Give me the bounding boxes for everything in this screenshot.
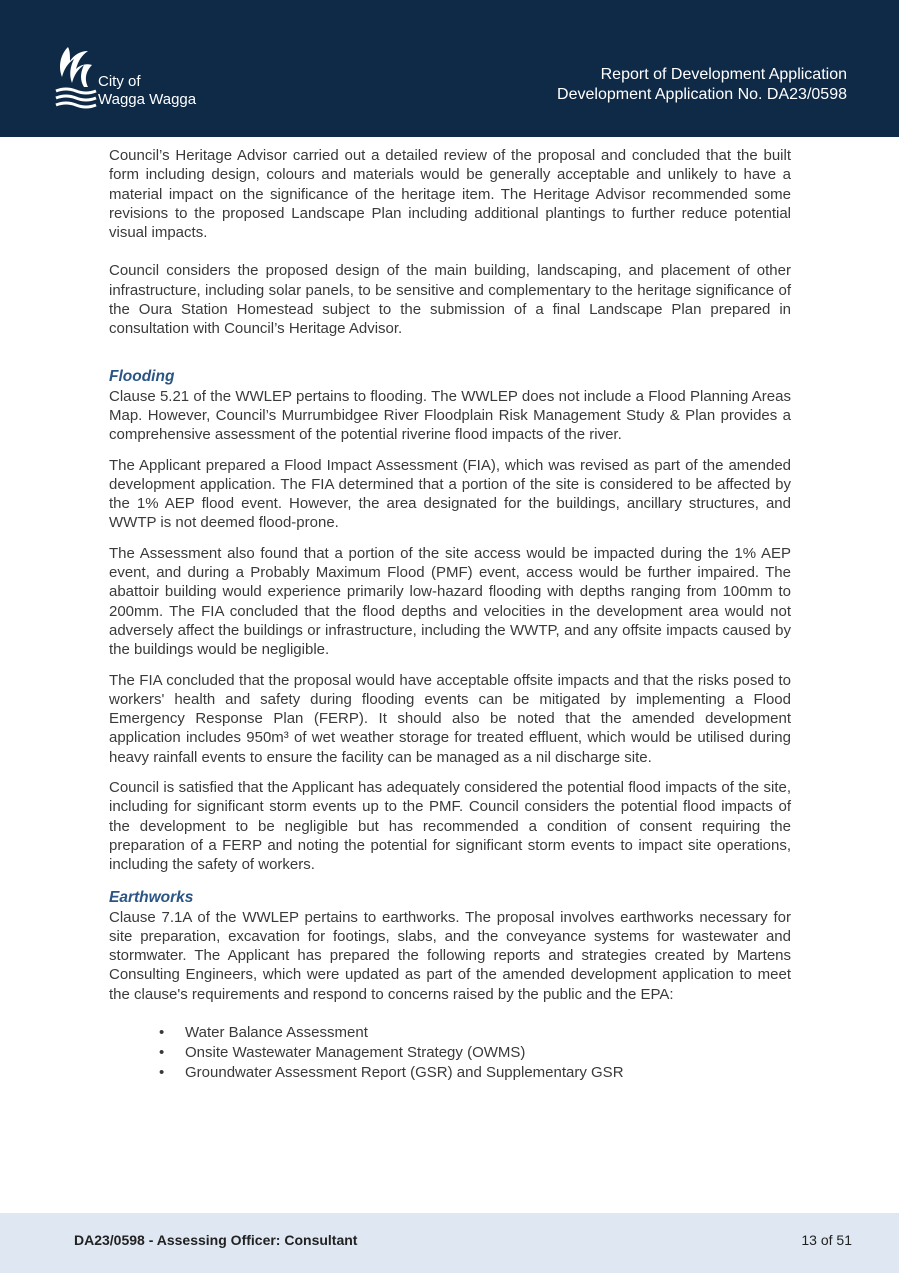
footer-reference: DA23/0598 - Assessing Officer: Consultant — [74, 1232, 358, 1248]
paragraph-heritage-review: Council’s Heritage Advisor carried out a detailed review of the proposal and concluded that the built form including design, colours and materials would be generally acceptable and unlikely to have a material impact on the significance of the heritage item. The Heritage Advisor recommended some revisions to the proposed Landscape Plan including additional plantings to further reduce potential visual impacts. — [109, 147, 791, 242]
reports-list — [109, 1023, 791, 1083]
document-body — [109, 146, 791, 1083]
paragraph-heritage-conclusion: Council considers the proposed design of the main building, landscaping, and placement of other infrastructure, including solar panels, to be sensitive and complementary to the heritage significance of the Oura Station Homestead subject to the submission of a final Landscape Plan prepared in consultation with Council’s Heritage Advisor. — [109, 262, 791, 338]
bullet-icon: • — [159, 1023, 165, 1041]
report-title-line-1: Report of Development Application — [600, 66, 847, 83]
section-heading-earthworks: Earthworks — [109, 888, 194, 906]
section-heading-flooding: Flooding — [109, 367, 175, 385]
page-number: 13 of 51 — [801, 1232, 852, 1248]
page-footer — [0, 1213, 899, 1273]
paragraph-flooding-fia: The Applicant prepared a Flood Impact Assessment (FIA), which was revised as part of the amended development application. The FIA determined that a portion of the site is considered to be affected by the 1% AEP flood event. However, the area designated for the buildings, ancillary structures, and WWTP is not deemed flood-prone. — [109, 456, 791, 532]
paragraph-flooding-assessment: The Assessment also found that a portion of the site access would be impacted during the 1% AEP event, and during a Probably Maximum Flood (PMF) event, access would be further impaired. The abattoir building would experience primarily low-hazard flooding with depths ranging from 100mm to 200mm. The FIA concluded that the flood depths and velocities in the development area would not adversely affect the buildings or infrastructure, including the WWTP, and any offsite impacts caused by the buildings would be negligible. — [109, 544, 791, 659]
wave-bird-icon — [54, 43, 98, 111]
council-logo — [54, 43, 214, 111]
list-item — [109, 1043, 791, 1063]
logo-line-2: Wagga Wagga — [98, 91, 197, 108]
paragraph-flooding-council: Council is satisfied that the Applicant has adequately considered the potential flood impacts of the site, including for significant storm events up to the PMF. Council considers the potential flood impacts of the development to be negligible but has recommended a condition of consent requiring the preparation of a FERP and noting the potential for significant storm events to impact site operations, including the safety of workers. — [109, 779, 791, 874]
paragraph-earthworks-clause: Clause 7.1A of the WWLEP pertains to earthworks. The proposal involves earthworks necessary for site preparation, excavation for footings, slabs, and the conveyance systems for wastewater and stormwater. The Applicant has prepared the following reports and strategies created by Martens Consulting Engineers, which were updated as part of the amended development application to meet the clause's requirements and respond to concerns raised by the public and the EPA: — [109, 908, 791, 1003]
bullet-icon: • — [159, 1043, 165, 1061]
logo-text — [98, 73, 196, 109]
page-header — [0, 0, 899, 137]
paragraph-flooding-ferp: The FIA concluded that the proposal would have acceptable offsite impacts and that the risks posed to workers' health and safety during flooding events can be mitigated by implementing a Flood Emergency Response Plan (FERP). It should also be noted that the amended development application includes 950m³ of wet weather storage for treated effluent, which would be utilised during heavy rainfall events to ensure the facility can be managed as a nil discharge site. — [109, 671, 791, 766]
list-item — [109, 1063, 791, 1083]
paragraph-flooding-clause: Clause 5.21 of the WWLEP pertains to flooding. The WWLEP does not include a Flood Planning Areas Map. However, Council’s Murrumbidgee River Floodplain Risk Management Study & Plan provides a comprehensive assessment of the potential riverine flood impacts of the river. — [109, 387, 791, 444]
list-item — [109, 1023, 791, 1043]
list-item-text: Water Balance Assessment — [185, 1023, 368, 1041]
report-title — [557, 65, 847, 105]
logo-line-1: City of — [98, 73, 141, 90]
list-item-text: Groundwater Assessment Report (GSR) and Supplementary GSR — [185, 1063, 624, 1081]
list-item-text: Onsite Wastewater Management Strategy (OWMS) — [185, 1043, 526, 1061]
bullet-icon: • — [159, 1063, 165, 1081]
report-title-line-2: Development Application No. DA23/0598 — [557, 86, 847, 103]
